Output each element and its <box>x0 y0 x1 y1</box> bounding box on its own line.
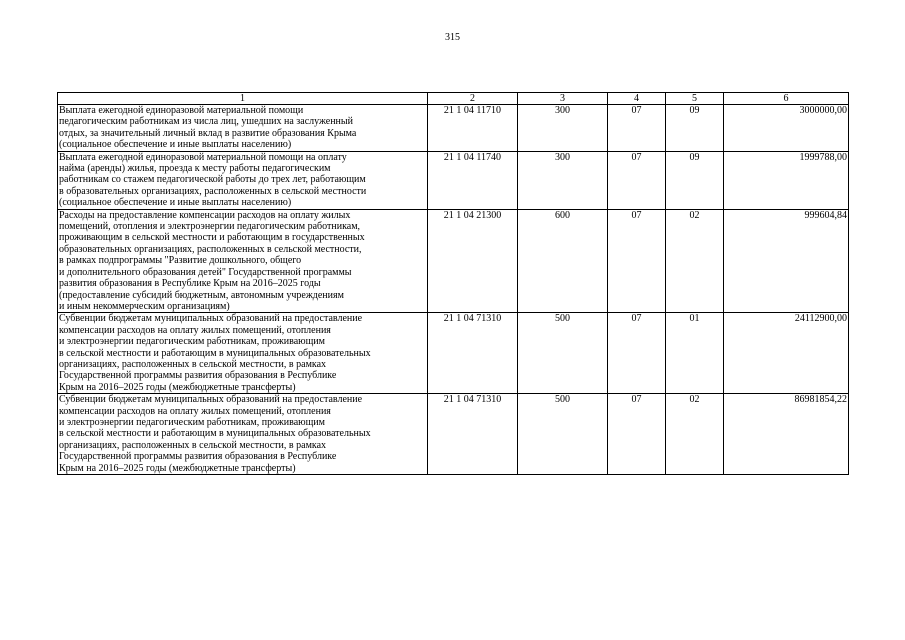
row-name-line: (предоставление субсидий бюджетным, автономным учреждениям <box>59 289 344 301</box>
row-vr-cell: 500 <box>518 313 608 394</box>
row-sum-cell: 86981854,22 <box>724 394 849 475</box>
row-name-line: Выплата ежегодной единоразовой материальной помощи на оплату <box>59 151 347 163</box>
row-name-line: и дополнительного образования детей" Государственной программы <box>59 266 352 278</box>
table-header <box>58 93 849 105</box>
row-rz-cell: 07 <box>608 394 666 475</box>
row-name-line: в сельской местности и работающим в муниципальных образовательных <box>59 347 371 359</box>
row-name-line: помещений, отопления и электроэнергии педагогическим работникам, <box>59 221 361 233</box>
row-name-line: и электроэнергии педагогическим работникам, проживающим <box>59 336 325 348</box>
row-name-line: проживающим в сельской местности и работающим в государственных <box>59 232 365 244</box>
row-sum-cell: 3000000,00 <box>724 105 849 152</box>
row-vr-cell: 500 <box>518 394 608 475</box>
row-sum-cell: 1999788,00 <box>724 151 849 209</box>
row-rz-cell: 07 <box>608 151 666 209</box>
row-code-cell: 21 1 04 21300 <box>428 209 518 313</box>
row-name-line: отдых, за значительный личный вклад в развитие образования Крыма <box>59 127 357 139</box>
row-name-line: Субвенции бюджетам муниципальных образований на предоставление <box>59 394 363 406</box>
row-name-cell <box>58 105 428 152</box>
row-name-line: Государственной программы развития образования в Республике <box>59 451 337 463</box>
table-row <box>58 105 849 152</box>
column-header-vr: 3 <box>518 93 608 105</box>
column-header-code: 2 <box>428 93 518 105</box>
row-vr-cell: 300 <box>518 151 608 209</box>
column-header-rz: 4 <box>608 93 666 105</box>
table-row <box>58 394 849 475</box>
row-name-line: организациях, расположенных в сельской местности, в рамках <box>59 439 327 451</box>
row-name-line: педагогическим работникам из числа лиц, ушедших на заслуженный <box>59 116 353 128</box>
row-name-line: в сельской местности и работающим в муниципальных образовательных <box>59 428 371 440</box>
row-rz-cell: 07 <box>608 313 666 394</box>
column-header-pr: 5 <box>666 93 724 105</box>
row-name-line: Субвенции бюджетам муниципальных образований на предоставление <box>59 313 363 325</box>
row-name-line: в образовательных организациях, расположенных в сельской местности <box>59 185 367 197</box>
row-sum-cell: 999604,84 <box>724 209 849 313</box>
table-row <box>58 209 849 313</box>
row-pr-cell: 01 <box>666 313 724 394</box>
row-vr-cell: 600 <box>518 209 608 313</box>
row-pr-cell: 02 <box>666 394 724 475</box>
row-name-line: развития образования в Республике Крым на 2016–2025 годы <box>59 278 321 290</box>
row-name-line: (социальное обеспечение и иные выплаты населению) <box>59 139 292 151</box>
row-code-cell: 21 1 04 71310 <box>428 313 518 394</box>
table-row <box>58 151 849 209</box>
row-pr-cell: 09 <box>666 151 724 209</box>
header-row <box>58 93 849 105</box>
row-name-line: организациях, расположенных в сельской местности, в рамках <box>59 358 327 370</box>
row-name-line: найма (аренды) жилья, проезда к месту работы педагогическим <box>59 163 331 175</box>
row-pr-cell: 02 <box>666 209 724 313</box>
column-header-sum: 6 <box>724 93 849 105</box>
row-code-cell: 21 1 04 11710 <box>428 105 518 152</box>
row-sum-cell: 24112900,00 <box>724 313 849 394</box>
row-name-line: Крым на 2016–2025 годы (межбюджетные трансферты) <box>59 381 296 393</box>
row-name-line: Расходы на предоставление компенсации расходов на оплату жилых <box>59 209 351 221</box>
row-name-line: и электроэнергии педагогическим работникам, проживающим <box>59 416 325 428</box>
row-name-cell <box>58 151 428 209</box>
row-name-cell <box>58 209 428 313</box>
row-name-line: работникам со стажем педагогической работы до трех лет, работающим <box>59 174 366 186</box>
row-name-cell <box>58 394 428 475</box>
row-rz-cell: 07 <box>608 209 666 313</box>
row-vr-cell: 300 <box>518 105 608 152</box>
row-name-line: компенсации расходов на оплату жилых помещений, отопления <box>59 405 331 417</box>
row-code-cell: 21 1 04 11740 <box>428 151 518 209</box>
table-row <box>58 313 849 394</box>
budget-table <box>57 92 849 475</box>
row-name-line: Государственной программы развития образования в Республике <box>59 370 337 382</box>
row-name-line: и иным некоммерческим организациям) <box>59 300 230 312</box>
row-rz-cell: 07 <box>608 105 666 152</box>
column-header-name: 1 <box>58 93 428 105</box>
row-pr-cell: 09 <box>666 105 724 152</box>
row-name-line: компенсации расходов на оплату жилых помещений, отопления <box>59 324 331 336</box>
row-name-line: в рамках подпрограммы "Развитие дошкольного, общего <box>59 255 302 267</box>
row-name-line: Выплата ежегодной единоразовой материальной помощи <box>59 105 304 116</box>
row-name-cell <box>58 313 428 394</box>
row-code-cell: 21 1 04 71310 <box>428 394 518 475</box>
row-name-line: Крым на 2016–2025 годы (межбюджетные трансферты) <box>59 462 296 474</box>
row-name-line: (социальное обеспечение и иные выплаты населению) <box>59 197 292 209</box>
page-number: 315 <box>445 32 460 43</box>
table-body <box>58 105 849 475</box>
row-name-line: образовательных организациях, расположенных в сельской местности, <box>59 243 362 255</box>
